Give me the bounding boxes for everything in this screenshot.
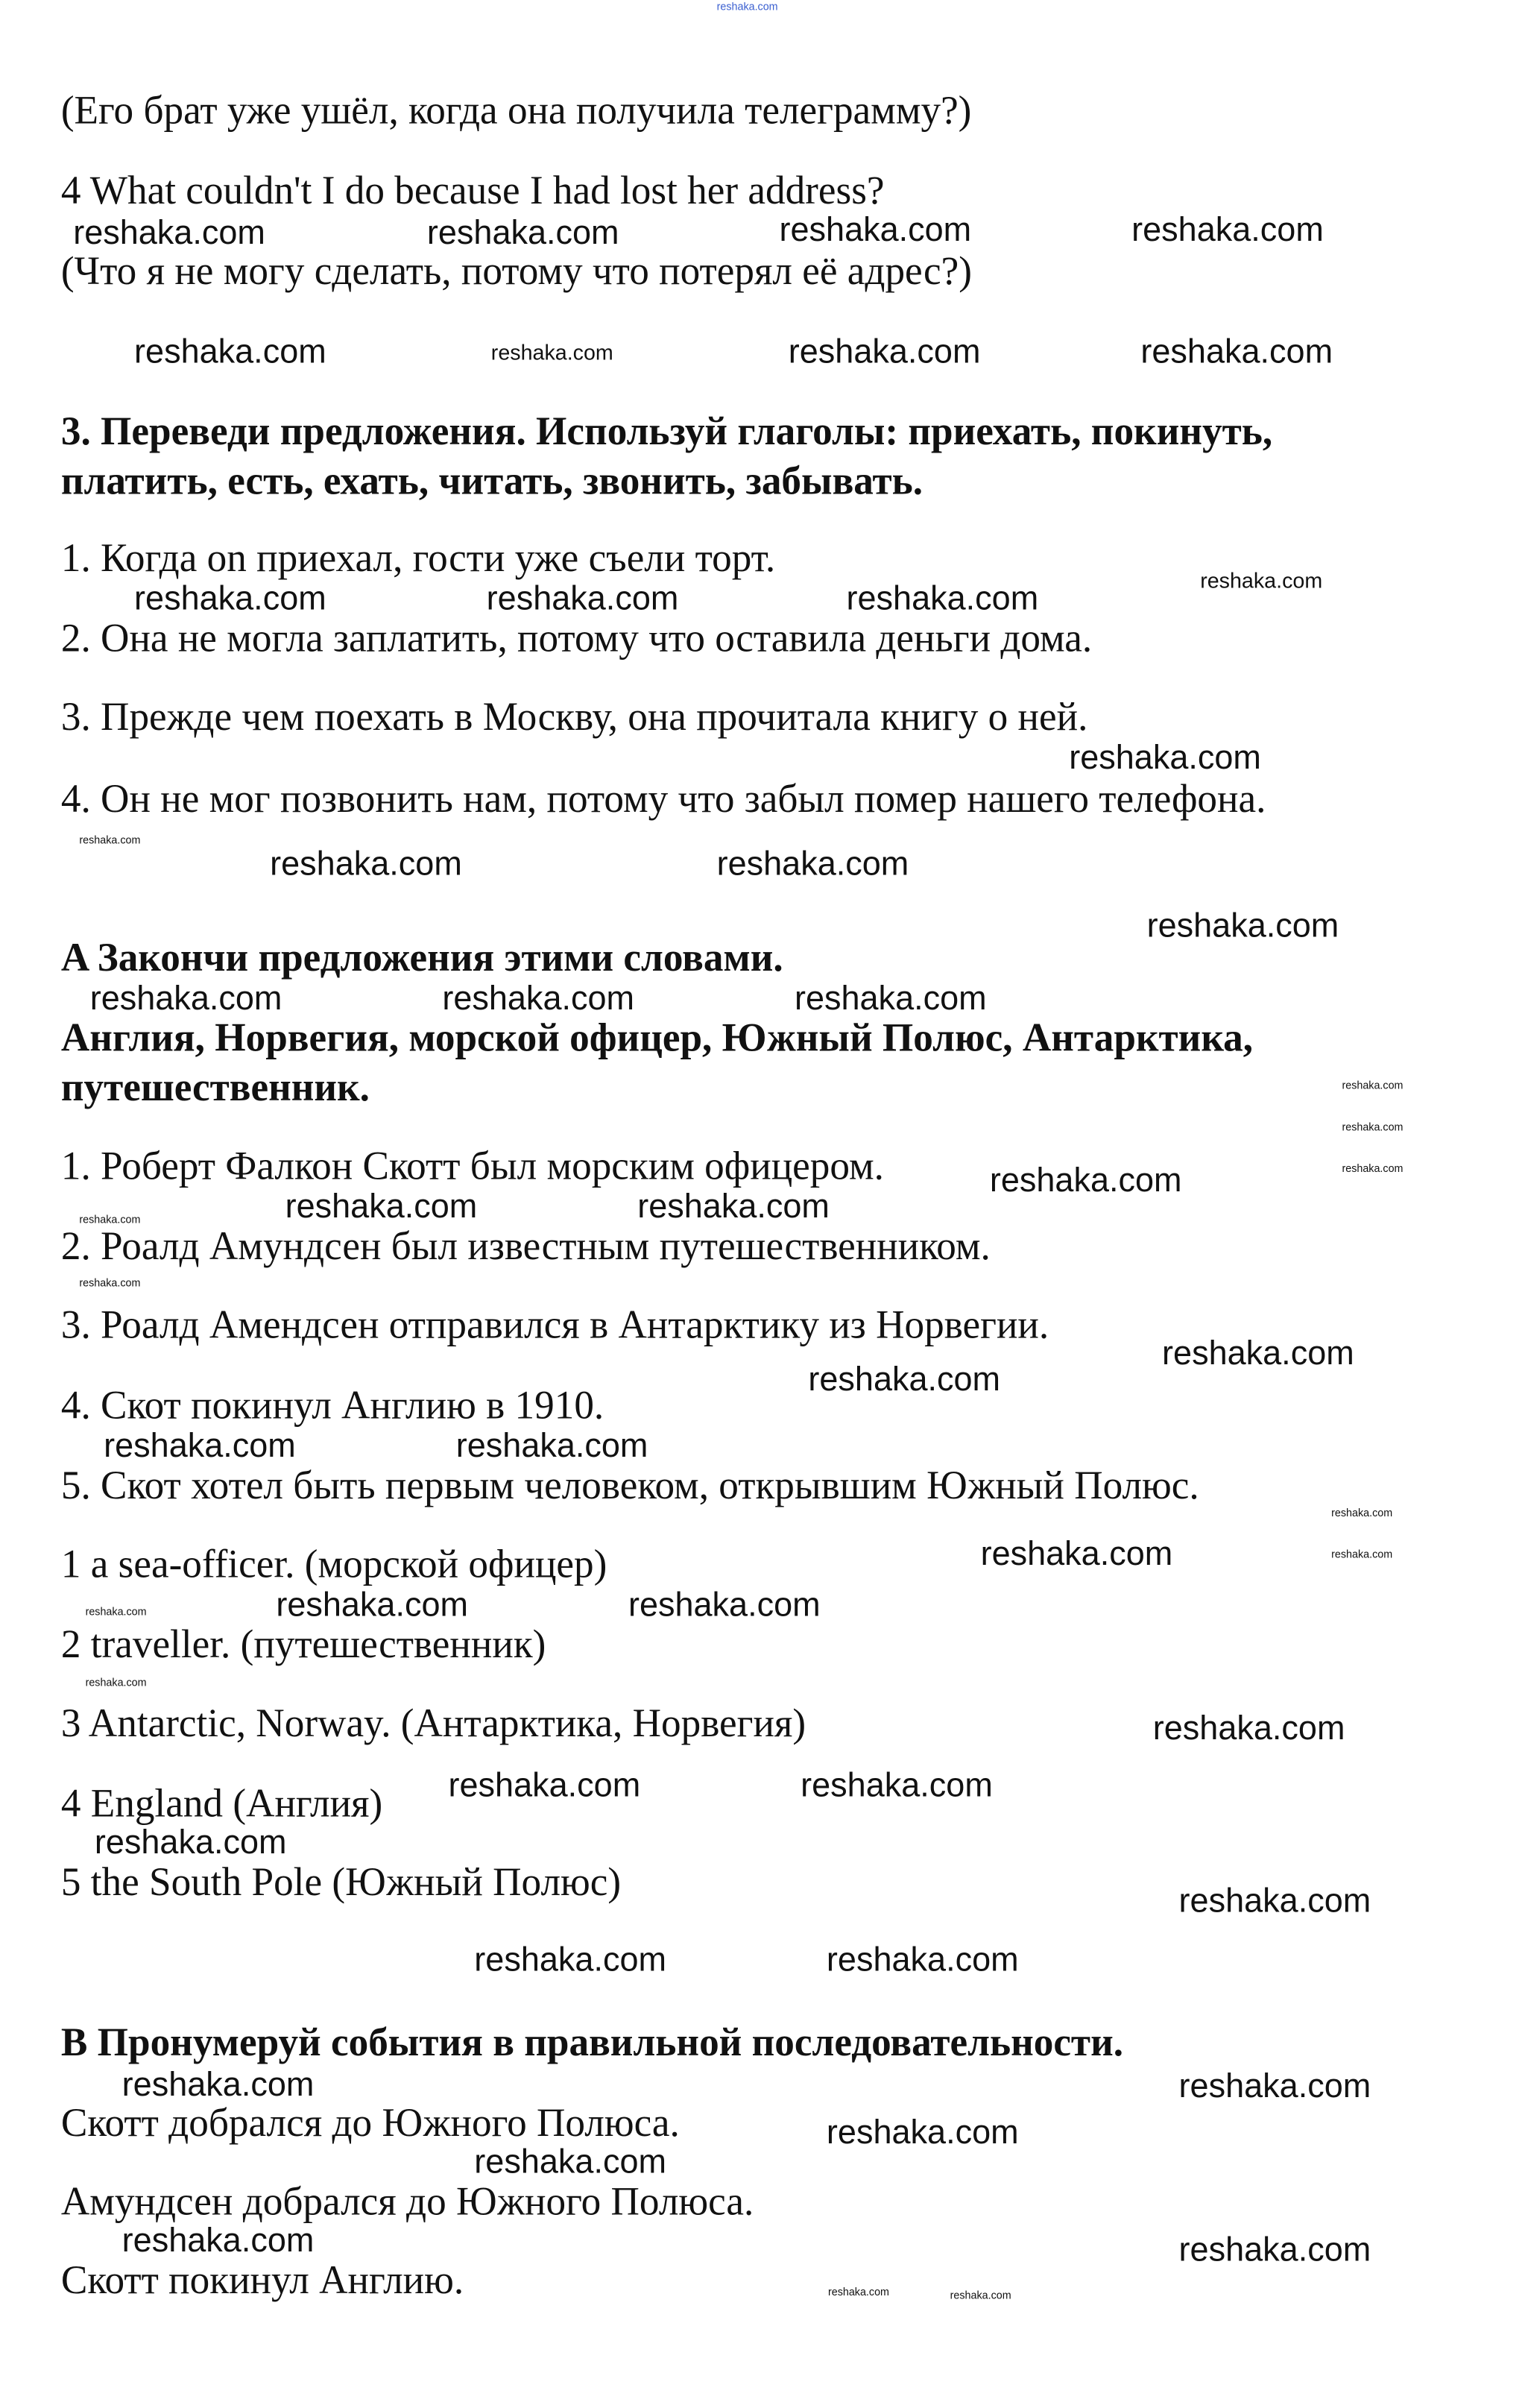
task3-item: 1. Когда on приехал, гости уже съели торт.: [60, 535, 776, 581]
watermark: reshaka.com: [442, 978, 635, 1018]
text-line: (Его брат уже ушёл, когда она получила телеграмму?): [60, 87, 972, 133]
watermark: reshaka.com: [426, 212, 619, 252]
taskB-item: Скотт покинул Англию.: [60, 2257, 464, 2303]
watermark: reshaka.com: [980, 1534, 1173, 1573]
watermark: reshaka.com: [1331, 1550, 1393, 1561]
watermark: reshaka.com: [808, 1359, 1001, 1399]
watermark: reshaka.com: [1140, 332, 1333, 371]
watermark: reshaka.com: [788, 332, 981, 371]
watermark: reshaka.com: [448, 1765, 641, 1804]
watermark: reshaka.com: [950, 2290, 1011, 2302]
task3-item: 3. Прежде чем поехать в Москву, она прочитала книгу о ней.: [60, 694, 1088, 740]
watermark: reshaka.com: [79, 1215, 141, 1226]
watermark: reshaka.com: [827, 2287, 889, 2299]
watermark: reshaka.com: [490, 339, 613, 365]
watermark: reshaka.com: [716, 2, 778, 13]
taskB-heading: B Пронумеруй события в правильной последовательности.: [60, 2020, 1124, 2065]
watermark: reshaka.com: [826, 1939, 1019, 1979]
watermark: reshaka.com: [85, 1607, 147, 1619]
taskA-answer: 4 England (Англия): [60, 1780, 383, 1826]
watermark: reshaka.com: [1342, 1122, 1404, 1134]
watermark: reshaka.com: [276, 1584, 469, 1624]
watermark: reshaka.com: [1152, 1708, 1345, 1747]
taskA-answer: 3 Antarctic, Norway. (Антарктика, Норвегия): [60, 1701, 806, 1746]
watermark: reshaka.com: [1200, 567, 1323, 593]
watermark: reshaka.com: [846, 579, 1039, 617]
task3-item: 2. Она не могла заплатить, потому что оставила деньги дома.: [60, 615, 1093, 661]
taskA-answer: 1 a sea-officer. (морской офицер): [60, 1541, 607, 1586]
watermark: reshaka.com: [637, 1186, 830, 1226]
task3-item: 4. Он не мог позвонить нам, потому что забыл помер нашего телефона.: [60, 776, 1266, 822]
taskA-words: Англия, Норвегия, морской офицер, Южный Полюс, Антарктика,: [60, 1015, 1254, 1061]
taskA-words-cont: путешественник.: [60, 1065, 370, 1110]
watermark: reshaka.com: [104, 1425, 296, 1465]
watermark: reshaka.com: [1146, 906, 1339, 945]
watermark: reshaka.com: [121, 2064, 315, 2104]
task3-heading: 3. Переведи предложения. Используй глаголы: приехать, покинуть,: [60, 409, 1273, 454]
text-line: 4 What couldn't I do because I had lost her address?: [60, 168, 885, 213]
watermark: reshaka.com: [486, 579, 679, 617]
taskB-item: Скотт добрался до Южного Полюса.: [60, 2100, 680, 2146]
taskA-item: 3. Роалд Амендсен отправился в Антарктику из Норвегии.: [60, 1302, 1049, 1348]
task3-heading-cont: платить, есть, ехать, читать, звонить, забывать.: [60, 458, 923, 503]
watermark: reshaka.com: [716, 844, 909, 883]
watermark: reshaka.com: [1331, 1508, 1393, 1519]
watermark: reshaka.com: [1178, 1881, 1371, 1920]
watermark: reshaka.com: [1178, 2066, 1371, 2105]
watermark: reshaka.com: [794, 978, 987, 1018]
watermark: reshaka.com: [85, 1678, 147, 1689]
watermark: reshaka.com: [801, 1765, 993, 1804]
watermark: reshaka.com: [455, 1425, 648, 1465]
taskA-item: 2. Роалд Амундсен был известным путешественником.: [60, 1223, 991, 1269]
watermark: reshaka.com: [779, 209, 972, 249]
taskA-item: 1. Роберт Фалкон Скотт был морским офицером.: [60, 1143, 884, 1188]
taskA-heading: A Закончи предложения этими словами.: [60, 935, 783, 980]
watermark: reshaka.com: [73, 212, 265, 252]
watermark: reshaka.com: [1342, 1081, 1404, 1092]
watermark: reshaka.com: [1178, 2230, 1371, 2269]
watermark: reshaka.com: [134, 579, 326, 617]
watermark: reshaka.com: [121, 2220, 315, 2260]
watermark: reshaka.com: [1131, 209, 1324, 249]
watermark: reshaka.com: [1342, 1164, 1404, 1176]
watermark: reshaka.com: [474, 2142, 667, 2181]
watermark: reshaka.com: [285, 1186, 478, 1226]
watermark: reshaka.com: [1162, 1333, 1354, 1372]
watermark: reshaka.com: [94, 1822, 287, 1862]
taskA-item: 4. Скот покинул Англию в 1910.: [60, 1382, 604, 1428]
taskA-item: 5. Скот хотел быть первым человеком, открывшим Южный Полюс.: [60, 1463, 1199, 1508]
text-line: (Что я не могу сделать, потому что потерял её адрес?): [60, 248, 972, 294]
taskA-answer: 2 traveller. (путешественник): [60, 1621, 546, 1667]
watermark: reshaka.com: [628, 1584, 821, 1624]
taskB-item: Амундсен добрался до Южного Полюса.: [60, 2178, 754, 2224]
watermark: reshaka.com: [79, 1278, 141, 1290]
watermark: reshaka.com: [474, 1939, 667, 1979]
watermark: reshaka.com: [826, 2112, 1019, 2152]
watermark: reshaka.com: [134, 332, 326, 371]
taskA-answer: 5 the South Pole (Южный Полюс): [60, 1859, 622, 1905]
watermark: reshaka.com: [270, 844, 462, 883]
watermark: reshaka.com: [1069, 737, 1261, 777]
watermark: reshaka.com: [989, 1160, 1182, 1200]
watermark: reshaka.com: [79, 835, 141, 847]
watermark: reshaka.com: [89, 978, 282, 1018]
